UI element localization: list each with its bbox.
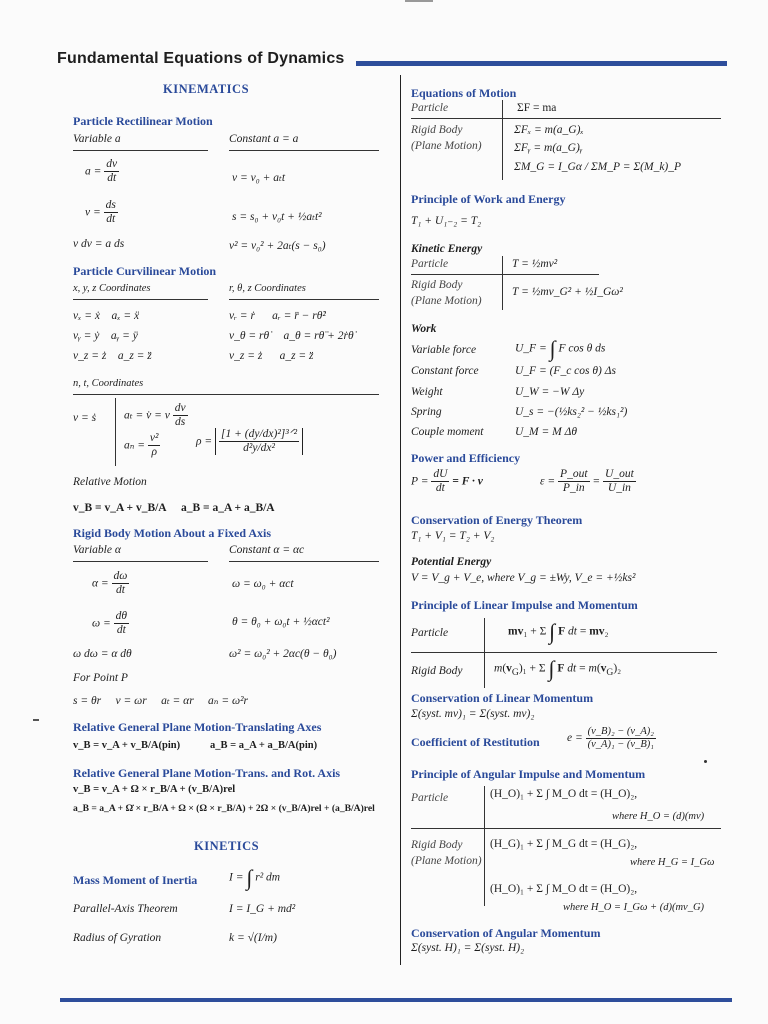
variable-a-label: Variable a — [73, 133, 121, 145]
eq-cons-angular: Σ(syst. H)₁ = Σ(syst. H)₂ — [411, 942, 525, 954]
rule-vertical — [502, 256, 503, 310]
curvilinear-title: Particle Curvilinear Motion — [73, 264, 217, 278]
ke-rigid-label: Rigid Body — [411, 279, 463, 291]
eq-ai-rigid-g: (H_G)₁ + Σ ∫ M_G dt = (H_G)₂, — [490, 838, 638, 850]
variable-alpha-label: Variable α — [73, 544, 121, 556]
ai-rigid-where-o: where H_O = I_Gω + (d)(mv_G) — [563, 902, 705, 913]
rectilinear-title: Particle Rectilinear Motion — [73, 114, 213, 128]
eq-point-p: s = θr v = ωr aₜ = αr aₙ = ω²r — [73, 695, 249, 707]
cons-energy-title: Conservation of Energy Theorem — [411, 513, 583, 527]
cons-linear-title: Conservation of Linear Momentum — [411, 691, 594, 705]
rule — [73, 150, 208, 151]
inertia-label: Mass Moment of Inertia — [73, 873, 198, 887]
gyration-label: Radius of Gyration — [73, 932, 162, 944]
work-spring-label: Spring — [411, 406, 442, 418]
xyz-row: vᵧ = ẏ aᵧ = ÿ — [73, 330, 138, 342]
motion-title: Equations of Motion — [411, 86, 517, 100]
rule — [229, 150, 379, 151]
ai-particle-where: where H_O = (d)(mv) — [612, 811, 705, 822]
xyz-label: x, y, z Coordinates — [73, 283, 151, 294]
eq-ai-particle: (H_O)₁ + Σ ∫ M_O dt = (H_O)₂, — [490, 788, 638, 800]
rule-vertical — [484, 618, 485, 688]
scan-mark-left — [33, 719, 39, 721]
eq-efficiency: ε = $\frac{\text{P\_out}}{P\_in}$ = $\frac{\text{U\_out}}{U\_in}$ — [540, 468, 634, 495]
column-divider — [400, 75, 401, 965]
motion-plane-label: (Plane Motion) — [411, 140, 482, 152]
rtz-row: v_θ = rθ̇ a_θ = rθ̈ + 2ṙθ̇ — [229, 330, 354, 342]
linear-impulse-title: Principle of Linear Impulse and Momentum — [411, 598, 638, 612]
scan-mark-top — [405, 0, 433, 2]
eq-work-constant: U_F = (F_c cos θ) Δs — [515, 365, 616, 377]
eq-alpha: α = $\frac{d\omega}{dt}$ — [92, 570, 128, 597]
eq-ai-rigid-o: (H_O)₁ + Σ ∫ M_O dt = (H_O)₂, — [490, 883, 638, 895]
eq-vb-pin: v_B = v_A + v_B/A(pin) — [73, 740, 181, 751]
work-energy-title: Principle of Work and Energy — [411, 192, 566, 206]
eq-li-rigid: $m(v_G)_1 + \Sigma$ ∫ F dt = $m(v_G)_2$ — [494, 656, 622, 681]
eq-at: aₜ = v̇ = v $\frac{dv}{ds}$ — [124, 402, 186, 429]
eq-cons-linear: Σ(syst. mv)₁ = Σ(syst. mv)₂ — [411, 708, 535, 720]
restitution-title: Coefficient of Restitution — [411, 735, 540, 749]
eq-work-spring: U_s = −(½ks₂² − ½ks₁²) — [515, 406, 628, 418]
rule — [411, 828, 721, 829]
eq-w2-const: ω² = ω₀² + 2αc(θ − θ₀) — [229, 648, 337, 660]
rule — [229, 299, 379, 300]
scan-dot — [704, 760, 707, 763]
work-weight-label: Weight — [411, 386, 443, 398]
eq-sum-f-ma: ΣF = ma — [517, 102, 557, 114]
rtz-row: v_z = ż a_z = z̈ — [229, 350, 314, 362]
motion-rigid-label: Rigid Body — [411, 124, 463, 136]
rtz-row: vᵣ = ṙ aᵣ = r̈ − rθ̇² — [229, 310, 326, 322]
eq-potential: V = V_g + V_e, where V_g = ±Wy, V_e = +½ks² — [411, 572, 636, 584]
eq-v-const: v = v₀ + aₜt — [232, 172, 286, 184]
eq-wdw: ω dω = α dθ — [73, 648, 132, 660]
eq-cons-energy: T₁ + V₁ = T₂ + V₂ — [411, 530, 495, 542]
cons-angular-title: Conservation of Angular Momentum — [411, 926, 601, 940]
eq-a-dv-dt: a = $\frac{dv}{dt}$ — [85, 158, 118, 185]
ai-plane-label: (Plane Motion) — [411, 855, 482, 867]
eq-parallel-axis: I = I_G + md² — [229, 903, 296, 915]
eq-power: P = $\frac{dU}{dt}$ = F · v — [411, 468, 483, 495]
eq-v2-const: v² = v₀² + 2aₜ(s − s₀) — [229, 240, 326, 252]
rule — [411, 652, 717, 653]
eq-omega-const: ω = ω₀ + αct — [232, 578, 294, 590]
work-variable-label: Variable force — [411, 344, 477, 356]
rule — [411, 118, 721, 119]
translating-axes-title: Relative General Plane Motion-Translating Axes — [73, 720, 322, 734]
eq-gyration: k = √(I/m) — [229, 932, 277, 944]
kinematics-heading: KINEMATICS — [163, 82, 250, 96]
rule — [73, 561, 208, 562]
rule-vertical — [115, 398, 116, 466]
eq-s-const: s = s₀ + v₀t + ½aₜt² — [232, 211, 322, 223]
eq-vb-rel: v_B = v_A + v_B/A — [73, 502, 167, 514]
eq-work-weight: U_W = −W Δy — [515, 386, 585, 398]
point-p-label: For Point P — [73, 672, 128, 684]
potential-label: Potential Energy — [411, 556, 492, 568]
eq-v-dv: v dv = a ds — [73, 238, 125, 250]
eq-sum-fy: ΣFᵧ = m(a_G)ᵧ — [514, 142, 583, 154]
eq-rho: ρ = $\frac{\text{[1 + (dy/dx)²]³ᐟ²}}{\text{d²y/dx²}}$ — [196, 428, 303, 455]
kinetics-heading: KINETICS — [194, 839, 260, 853]
eq-sum-fx: ΣFₓ = m(a_G)ₓ — [514, 124, 584, 136]
work-couple-label: Couple moment — [411, 426, 484, 438]
eq-ab-rel: a_B = a_A + a_B/A — [181, 502, 275, 514]
eq-ke-particle: T = ½mv² — [512, 258, 558, 270]
eq-theta-const: θ = θ₀ + ω₀t + ½αct² — [232, 616, 330, 628]
nt-label: n, t, Coordinates — [73, 378, 144, 389]
rule — [411, 274, 599, 275]
constant-a-label: Constant a = a — [229, 133, 299, 145]
motion-particle-label: Particle — [411, 102, 449, 114]
kinetic-energy-label: Kinetic Energy — [411, 243, 483, 255]
eq-ab-rot: a_B = a_A + Ω̇ × r_B/A + Ω × (Ω × r_B/A) + 2Ω × (v_B/A)rel + (a_B/A)rel — [73, 803, 375, 814]
eq-li-particle: mv₁ + Σ ∫ F dt = mv₂ — [508, 619, 609, 644]
bottom-rule — [60, 998, 732, 1002]
eq-sum-mg: ΣM_G = I_Gα / ΣM_P = Σ(M_k)_P — [514, 161, 682, 173]
ke-plane-label: (Plane Motion) — [411, 295, 482, 307]
work-label: Work — [411, 323, 437, 335]
eq-omega: ω = $\frac{d\theta}{dt}$ — [92, 610, 128, 637]
relative-motion-label: Relative Motion — [73, 476, 147, 488]
eq-work-energy: T₁ + U₁₋₂ = T₂ — [411, 215, 482, 227]
li-particle-label: Particle — [411, 627, 449, 639]
eq-restitution: e = $\frac{\text{(v\_B)₂ − (v\_A)₂}}{\text{(v\_A)₁ − (v\_B)₁}}$ — [567, 726, 654, 751]
title-rule — [356, 61, 727, 66]
li-rigid-label: Rigid Body — [411, 665, 463, 677]
angular-impulse-title: Principle of Angular Impulse and Momentum — [411, 767, 646, 781]
xyz-row: vₓ = ẋ aₓ = ẍ — [73, 310, 140, 322]
eq-ab-pin: a_B = a_A + a_B/A(pin) — [210, 740, 318, 751]
rule — [73, 299, 208, 300]
eq-v-ds-dt: v = $\frac{ds}{dt}$ — [85, 199, 116, 226]
ke-particle-label: Particle — [411, 258, 449, 270]
eq-v-sdot: v = ṡ — [73, 412, 97, 424]
eq-vb-rot: v_B = v_A + Ω × r_B/A + (v_B/A)rel — [73, 784, 236, 795]
trans-rot-title: Relative General Plane Motion-Trans. and Rot. Axis — [73, 766, 341, 780]
eq-ke-rigid: T = ½mv_G² + ½I_Gω² — [512, 286, 623, 298]
rule-vertical — [502, 100, 503, 180]
eq-work-variable: U_F = ∫ F cos θ ds — [515, 336, 606, 361]
ai-rigid-where-g: where H_G = I_Gω — [630, 857, 715, 868]
work-constant-label: Constant force — [411, 365, 479, 377]
rule — [73, 394, 379, 395]
ai-particle-label: Particle — [411, 792, 449, 804]
rule-vertical — [484, 786, 485, 906]
xyz-row: v_z = ż a_z = z̈ — [73, 350, 152, 362]
eq-work-couple: U_M = M Δθ — [515, 426, 577, 438]
eq-an: aₙ = $\frac{\text{v²}}{\rho}$ — [124, 432, 159, 459]
ai-rigid-label: Rigid Body — [411, 839, 463, 851]
eq-inertia: I = ∫ r² dm — [229, 865, 281, 890]
fixed-axis-title: Rigid Body Motion About a Fixed Axis — [73, 526, 272, 540]
parallel-axis-label: Parallel-Axis Theorem — [73, 903, 178, 915]
rule — [229, 561, 379, 562]
page-title: Fundamental Equations of Dynamics — [57, 50, 345, 67]
constant-alpha-label: Constant α = αc — [229, 544, 305, 556]
rtz-label: r, θ, z Coordinates — [229, 283, 306, 294]
power-title: Power and Efficiency — [411, 451, 521, 465]
